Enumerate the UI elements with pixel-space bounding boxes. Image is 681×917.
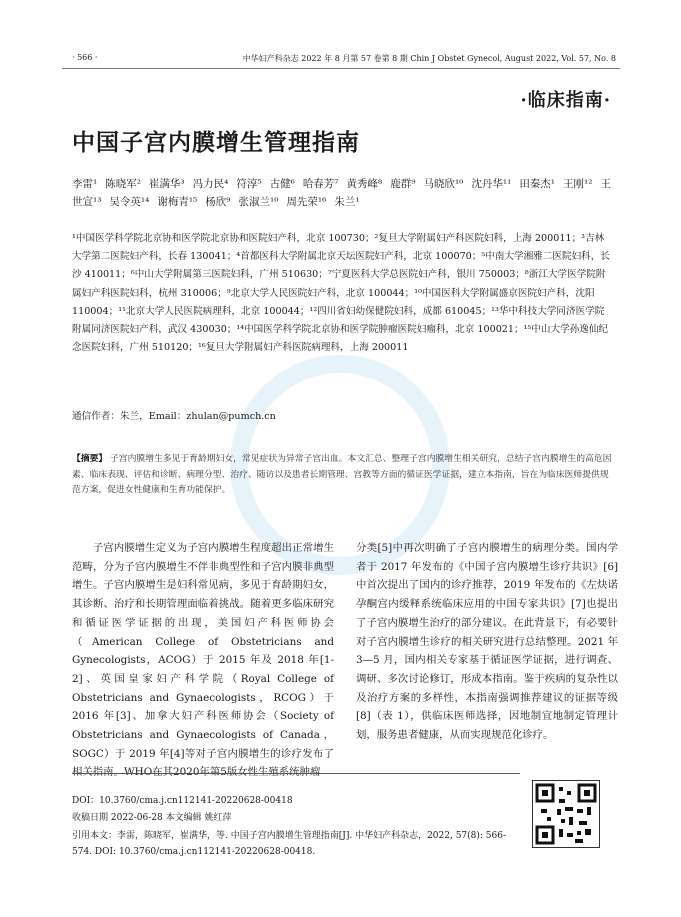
author-name: 冯力民⁴: [192, 178, 229, 190]
author-name: 哈春芳⁷: [302, 178, 339, 190]
affiliations: ¹中国医学科学院北京协和医学院北京协和医院妇产科，北京 100730；²复旦大学附属妇产科医院妇科，上海 200011；³吉林大学第二医院妇产科，长春 130041；⁴首都医科大学附属北京天坛医院妇产科，北京 100070；⁵中南大学湘雅二医院妇科，长沙 410011；⁶中山大学附属第三医院妇科，广州 510630；⁷宁夏医科大学总医院妇产科，银川 750003；⁸浙江大学医学院附属妇产科医院妇科，杭州 310006；⁹北京大学人民医院妇产科，北京 100044；¹⁰中国医科大学附属盛京医院妇产科，沈阳 110004；¹¹北京大学人民医院病理科，北京 100044；¹²四川省妇幼保健院妇科，成都 610045；¹³华中科技大学同济医学院附属同济医院妇产科，武汉 430030；¹⁴中国医学科学院北京协和医学院肿瘤医院妇瘤科，北京 100021；¹⁵中山大学孙逸仙纪念医院妇科，广州 510120；¹⁶复旦大学附属妇产科医院病理科，上海 200011: [72, 233, 610, 354]
qr-code-icon: [532, 780, 600, 848]
author-name: 沈丹华¹¹: [471, 178, 512, 190]
author-name: 王世宣¹³: [72, 178, 611, 208]
author-name: 古健⁶: [269, 178, 295, 190]
author-name: 李雷¹: [72, 178, 98, 190]
author-name: 鹿群⁹: [390, 178, 416, 190]
journal-line: 中华妇产科杂志 2022 年 8 月第 57 卷第 8 期 Chin J Obstet Gynecol, August 2022, Vol. 57, No. 8: [242, 54, 616, 63]
section-label: ·临床指南·: [520, 90, 611, 111]
citation: 引用本文：李雷，陈晓军，崔满华，等. 中国子宫内膜增生管理指南[J]. 中华妇产科杂志，2022, 57(8): 566-574. DOI: 10.3760/cma.j.cn112141-20220628-00418.: [72, 831, 507, 857]
author-name: 谢梅青¹⁵: [157, 196, 198, 208]
author-name: 田秦杰¹: [519, 178, 556, 190]
author-name: 吴令英¹⁴: [109, 196, 150, 208]
author-name: 马晓欣¹⁰: [423, 178, 464, 190]
author-name: 崔满华³: [148, 178, 185, 190]
author-name: 黄秀峰⁸: [346, 178, 383, 190]
doi: DOI：10.3760/cma.j.cn112141-20220628-00418: [72, 796, 293, 806]
abstract: [72, 452, 612, 499]
header-rule: [62, 68, 620, 69]
abstract-label: 【摘要】: [72, 454, 108, 464]
author-name: 王刚¹²: [563, 178, 593, 190]
author-name: 陈晓军²: [105, 178, 141, 190]
author-name: 周先荣¹⁶: [286, 196, 327, 208]
author-name: 张淑兰¹⁰: [238, 196, 279, 208]
correspondence: 通信作者：朱兰，Email：zhulan@pumch.cn: [72, 411, 276, 422]
author-name: 朱兰¹: [334, 196, 360, 208]
author-list: [72, 175, 612, 211]
page-number: · 566 ·: [72, 53, 98, 62]
author-name: 符淳⁵: [236, 178, 262, 190]
author-name: 杨欣⁹: [205, 196, 231, 208]
body-column-2: 分类[5]中再次明确了子宫内膜增生的病理分类。国内学者于 2017 年发布的《中国子宫内膜增生诊疗共识》[6]中首次提出了国内的诊疗推荐，2019 年发布的《左炔诺孕酮宫内缓释系统临床应用的中国专家共识》[7]也提出了子宫内膜增生治疗的部分建议。在此背景下，有必要针对子宫内膜增生诊疗的相关研究进行总结整理。2021 年 3—5 月，国内相关专家基于循证医学证据，进行调查、调研、多次讨论修订，形成本指南。鉴于疾病的复杂性以及治疗方案的多样性，本指南强调推荐建议的证据等级[8]（表 1），供临床医师选择，因地制宜地制定管理计划，服务患者健康，从而实现规范化诊疗。: [356, 542, 618, 742]
article-title: 中国子宫内膜增生管理指南: [72, 129, 360, 156]
abstract-text: 子宫内膜增生多见于育龄期妇女，常见症状为异常子宫出血。本文汇总、整理子宫内膜增生相关研究，总结子宫内膜增生的高危因素、临床表现、评估和诊断、病理分型、治疗、随访以及患者长期管理、宫教等方面的循证医学证据，建立本指南，旨在为临床医师提供规范方案，促进女性健康和生育功能保护。: [72, 454, 612, 496]
body-column-1: 子宫内膜增生定义为子宫内膜增生程度超出正常增生范畴，分为子宫内膜增生不伴非典型性和子宫内膜非典型增生。子宫内膜增生是妇科常见病，多见于育龄期妇女，其诊断、治疗和长期管理面临着挑战。随着更多临床研究和循证医学证据的出现，美国妇产科医师协会（American College of Obstetricians and Gynecologists，ACOG）于 2015 年及 2018 年[1-2]、英国皇家妇产科学院（Royal College of Obstetricians and Gynaecologists，RCOG）于 2016 年[3]、加拿大妇产科医师协会（Society of Obstetricians and Gynaecologists of Canada，SOGC）于 2019 年[4]等对子宫内膜增生的诊疗发布了: [72, 542, 334, 760]
footer-rule: [72, 773, 520, 774]
received-date: 收稿日期 2022-06-28 本文编辑 姚红萍: [72, 813, 232, 823]
